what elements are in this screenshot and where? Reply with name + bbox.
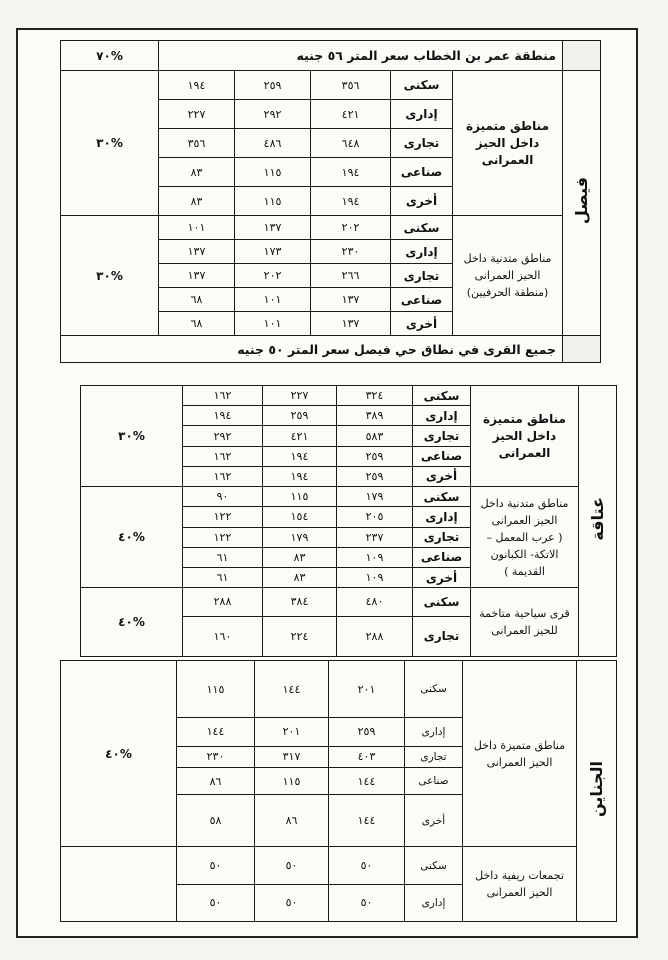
value-cell: ٢٢٤	[263, 616, 337, 657]
value-cell: ٢٥٩	[263, 406, 337, 426]
use-label: تجارى	[391, 129, 453, 158]
use-label: سكنى	[413, 588, 471, 616]
value-cell: ١٦٢	[183, 386, 263, 406]
use-label: أخرى	[405, 794, 463, 847]
value-cell: ١٦٠	[183, 616, 263, 657]
value-cell: ٢٩٢	[183, 426, 263, 446]
value-cell: ١١٥	[235, 158, 311, 187]
value-cell: ٢٥٩	[337, 466, 413, 486]
ganayen-district-cell	[577, 661, 617, 922]
value-cell: ١٤٤	[329, 768, 405, 794]
zone-label: مناطق متميزة داخل الحيز العمرانى	[463, 661, 577, 847]
value-cell: ١٠١	[159, 216, 235, 240]
value-cell: ٢٥٩	[337, 446, 413, 466]
zone-note: (منطقة الحرفيين)	[466, 286, 549, 299]
value-cell: ٤٠٣	[329, 746, 405, 768]
ganayen-district-label: الجناين	[587, 761, 606, 817]
value-cell: ١٠١	[235, 312, 311, 336]
value-cell: ١٧٩	[337, 487, 413, 507]
use-label: سكنى	[405, 847, 463, 884]
value-cell: ٢٢٧	[159, 100, 235, 129]
use-label: سكنى	[413, 487, 471, 507]
value-cell: ٢٣٠	[177, 746, 255, 768]
value-cell: ١٢٢	[183, 527, 263, 547]
use-label: سكنى	[391, 216, 453, 240]
value-cell: ١٠٩	[337, 567, 413, 587]
use-label: سكنى	[405, 661, 463, 718]
value-cell: ٥٠	[329, 884, 405, 921]
value-cell: ٣٥٦	[311, 71, 391, 100]
value-cell: ١١٥	[255, 768, 329, 794]
value-cell: ٤٨٦	[235, 129, 311, 158]
pct-cell	[61, 847, 177, 922]
value-cell: ١٩٤	[311, 158, 391, 187]
value-cell: ١٢٢	[183, 507, 263, 527]
use-label: أخرى	[391, 187, 453, 216]
value-cell: ٨٣	[263, 567, 337, 587]
value-cell: ١٤٤	[177, 718, 255, 747]
ataqa-table	[80, 385, 616, 657]
use-label: سكنى	[391, 71, 453, 100]
value-cell: ٥٠	[255, 847, 329, 884]
ganayen-table	[60, 660, 616, 922]
value-cell: ٥٠	[329, 847, 405, 884]
zone-label: قرى سياحية متاخمة للحيز العمرانى	[471, 588, 579, 657]
value-cell: ١٣٧	[311, 288, 391, 312]
use-label: سكنى	[413, 386, 471, 406]
value-cell: ١٤٤	[255, 661, 329, 718]
use-label: إدارى	[391, 240, 453, 264]
ataqa-district-label: عتاقة	[588, 497, 607, 541]
value-cell: ١٣٧	[235, 216, 311, 240]
faisal-header-zone: منطقة عمر بن الخطاب سعر المتر ٥٦ جنيه	[159, 41, 563, 71]
zone-note: ( عرب المعمل – الاتكة- الكبانون القديمة )	[486, 530, 563, 578]
value-cell: ٣١٧	[255, 746, 329, 768]
pct-cell: %٣٠	[61, 216, 159, 336]
pct-cell: %٤٠	[61, 661, 177, 847]
use-label: صناعى	[391, 288, 453, 312]
value-cell: ٢٥٩	[235, 71, 311, 100]
use-label: إدارى	[391, 100, 453, 129]
value-cell: ٢٥٩	[329, 718, 405, 747]
value-cell: ١٦٢	[183, 466, 263, 486]
value-cell: ٣٢٤	[337, 386, 413, 406]
faisal-side-spacer	[563, 336, 601, 363]
use-label: صناعى	[391, 158, 453, 187]
use-label: أخرى	[413, 466, 471, 486]
value-cell: ١١٥	[235, 187, 311, 216]
value-cell: ٦٨	[159, 288, 235, 312]
zone-label-group	[453, 216, 563, 336]
use-label: تجارى	[391, 264, 453, 288]
use-label: أخرى	[391, 312, 453, 336]
use-label: صناعى	[413, 446, 471, 466]
value-cell: ١١٥	[263, 487, 337, 507]
value-cell: ٣٨٩	[337, 406, 413, 426]
value-cell: ٦٨	[159, 312, 235, 336]
use-label: تجارى	[413, 426, 471, 446]
use-label: إدارى	[405, 884, 463, 921]
faisal-district-cell	[563, 71, 601, 336]
use-label: صناعى	[413, 547, 471, 567]
use-label: أخرى	[413, 567, 471, 587]
value-cell: ٨٣	[159, 158, 235, 187]
value-cell: ١٣٧	[311, 312, 391, 336]
value-cell: ١٦٢	[183, 446, 263, 466]
pct-cell: %٣٠	[61, 71, 159, 216]
value-cell: ٥٨	[177, 794, 255, 847]
value-cell: ٢٩٢	[235, 100, 311, 129]
pct-cell: %٤٠	[81, 487, 183, 588]
value-cell: ٥٠	[177, 847, 255, 884]
value-cell: ٨٦	[255, 794, 329, 847]
faisal-table	[60, 40, 600, 362]
use-label: تجارى	[413, 616, 471, 657]
value-cell: ٤٢١	[311, 100, 391, 129]
value-cell: ٤٨٠	[337, 588, 413, 616]
zone-label: مناطق متميزة داخل الحيز العمرانى	[453, 71, 563, 216]
value-cell: ٢٠٢	[311, 216, 391, 240]
value-cell: ١٩٤	[263, 466, 337, 486]
zone-label: مناطق متدنية داخل الحيز العمرانى	[463, 252, 552, 282]
zone-label: تجمعات ريفية داخل الحيز العمرانى	[463, 847, 577, 922]
value-cell: ١٧٣	[235, 240, 311, 264]
value-cell: ١٠٩	[337, 547, 413, 567]
value-cell: ٨٣	[263, 547, 337, 567]
value-cell: ١٠١	[235, 288, 311, 312]
value-cell: ٢٣٠	[311, 240, 391, 264]
value-cell: ٣٥٦	[159, 129, 235, 158]
value-cell: ٢٨٨	[183, 588, 263, 616]
value-cell: ٢٨٨	[337, 616, 413, 657]
value-cell: ١٣٧	[159, 240, 235, 264]
value-cell: ٢٠١	[329, 661, 405, 718]
value-cell: ٢٠١	[255, 718, 329, 747]
use-label: إدارى	[413, 406, 471, 426]
value-cell: ٦١	[183, 547, 263, 567]
value-cell: ١٩٤	[183, 406, 263, 426]
value-cell: ١٥٤	[263, 507, 337, 527]
use-label: تجارى	[405, 746, 463, 768]
value-cell: ٨٣	[159, 187, 235, 216]
value-cell: ٥٠	[255, 884, 329, 921]
pct-cell: %٣٠	[81, 386, 183, 487]
value-cell: ٢٠٢	[235, 264, 311, 288]
value-cell: ١٩٤	[159, 71, 235, 100]
value-cell: ٣٨٤	[263, 588, 337, 616]
value-cell: ٢٢٧	[263, 386, 337, 406]
value-cell: ١٩٤	[311, 187, 391, 216]
value-cell: ٨٦	[177, 768, 255, 794]
faisal-footer-zone: جميع القرى في نطاق حي فيصل سعر المتر ٥٠ جنيه	[61, 336, 563, 363]
value-cell: ٢٣٧	[337, 527, 413, 547]
value-cell: ١٣٧	[159, 264, 235, 288]
value-cell: ١٩٤	[263, 446, 337, 466]
value-cell: ٦١	[183, 567, 263, 587]
value-cell: ٩٠	[183, 487, 263, 507]
use-label: إدارى	[413, 507, 471, 527]
ataqa-district-cell	[579, 386, 617, 657]
value-cell: ١٤٤	[329, 794, 405, 847]
zone-label: مناطق متميزة داخل الحيز العمرانى	[471, 386, 579, 487]
faisal-side-spacer	[563, 41, 601, 71]
value-cell: ٥٠	[177, 884, 255, 921]
pct-cell: %٤٠	[81, 588, 183, 657]
zone-label: مناطق متدنية داخل الحيز العمرانى	[480, 496, 569, 527]
value-cell: ٤٢١	[263, 426, 337, 446]
value-cell: ١١٥	[177, 661, 255, 718]
value-cell: ١٧٩	[263, 527, 337, 547]
value-cell: ٦٤٨	[311, 129, 391, 158]
faisal-district-label: فيصل	[572, 177, 592, 225]
faisal-header-pct: %٧٠	[61, 41, 159, 71]
use-label: صناعى	[405, 768, 463, 794]
use-label: تجارى	[413, 527, 471, 547]
value-cell: ٢٠٥	[337, 507, 413, 527]
value-cell: ٢٦٦	[311, 264, 391, 288]
zone-label-group	[471, 487, 579, 588]
use-label: إدارى	[405, 718, 463, 747]
value-cell: ٥٨٣	[337, 426, 413, 446]
